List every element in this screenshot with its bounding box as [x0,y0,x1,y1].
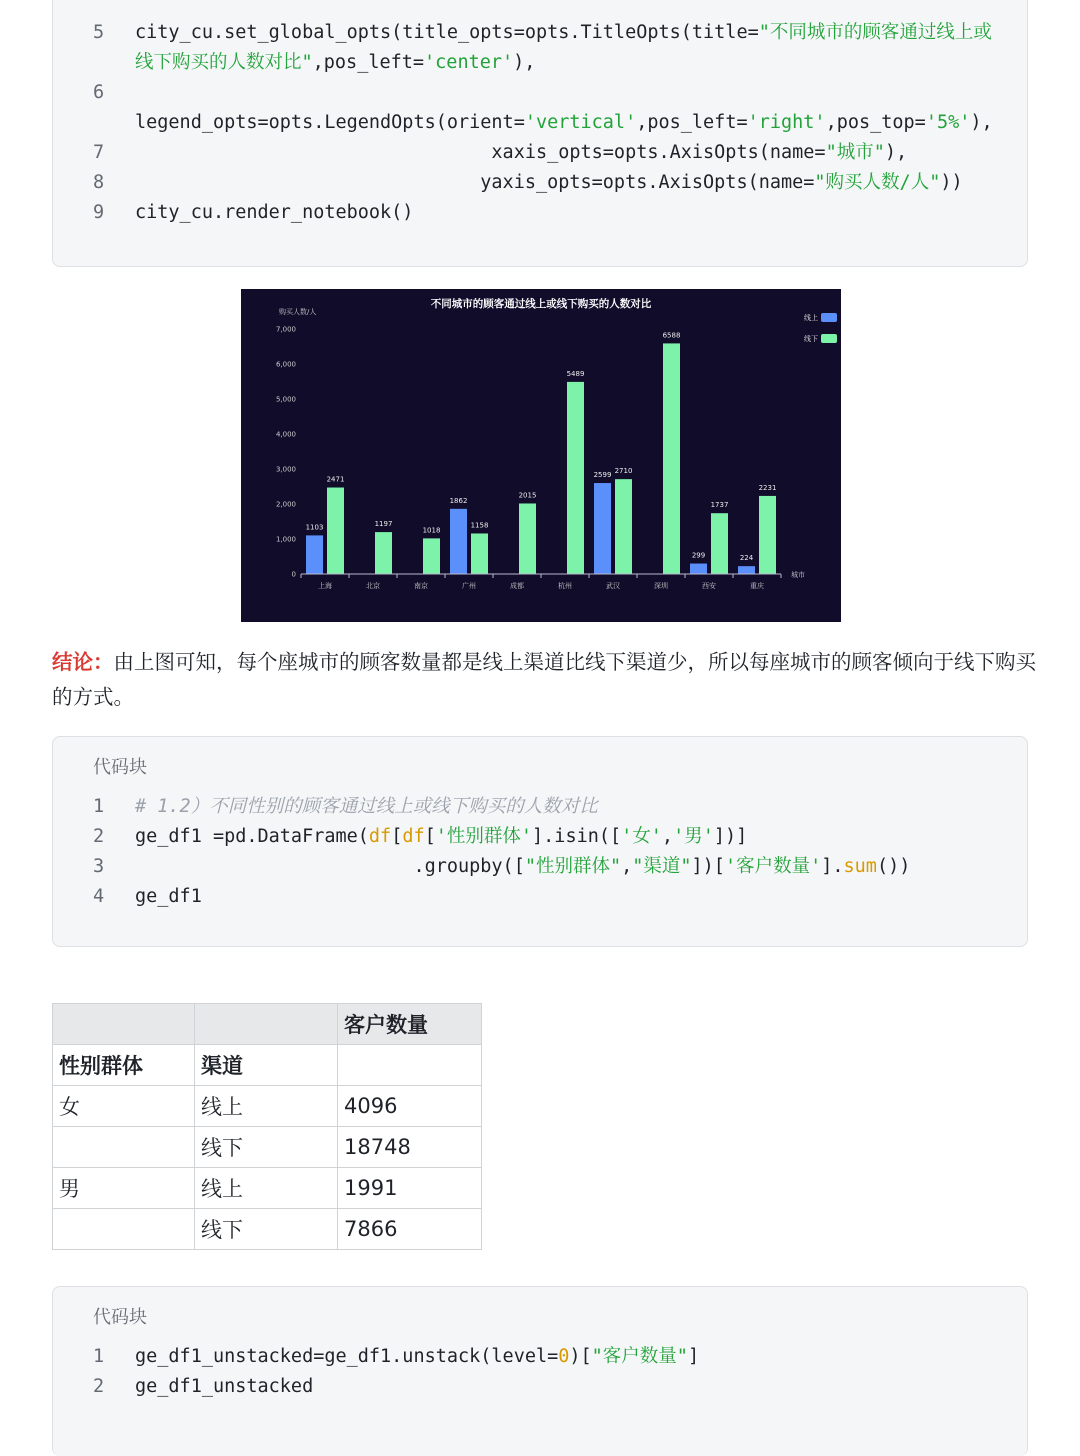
table-cell: 线下 [195,1127,338,1168]
bar-offline [471,533,488,574]
code-token: '女' [621,826,662,847]
code-line [53,198,1027,228]
code-token: 0 [558,1346,570,1367]
line-number: 6 [93,82,105,103]
bar-chart [241,289,841,622]
bar-offline [423,538,440,574]
x-axis-name: 城市 [791,571,805,579]
code-line [53,822,1027,852]
table-cell: 线下 [195,1209,338,1250]
code-token: ] [687,1346,700,1367]
table-header-cell [195,1004,338,1045]
bar-value-label: 1862 [449,496,468,505]
code-token: ), [513,52,536,73]
y-axis [276,326,296,579]
line-number: 5 [93,22,105,43]
table-header-row [53,1004,482,1045]
code-token: 'right' [747,112,826,133]
bar-value-label: 2599 [593,471,612,480]
chart-legend [804,313,837,343]
code-text [135,852,910,882]
table-header-cell [53,1004,195,1045]
code-token: sum [843,856,877,877]
code-line [53,882,1027,912]
code-line [53,1342,1027,1372]
code-block-3 [52,1286,1028,1456]
bar-online [690,564,707,574]
line-number: 4 [93,886,105,907]
table-cell [53,1209,195,1250]
code-line [53,18,1027,48]
conclusion-paragraph [52,645,1042,715]
code-text [135,882,202,912]
line-number: 8 [93,172,105,193]
line-number: 7 [93,142,105,163]
y-tick-label: 0 [291,570,296,579]
y-axis-name: 购买人数/人 [279,308,317,316]
code-token: , [661,826,674,847]
y-tick-label: 7,000 [275,325,296,334]
bar-online [450,509,467,574]
bar-value-label: 2231 [758,483,777,492]
code-token: df [402,826,425,847]
code-token: "购买人数/人" [814,172,941,193]
chart-title: 不同城市的顾客通过线上或线下购买的人数对比 [430,298,652,310]
code-token: "不同城市的顾客通过线上或 [758,22,992,43]
code-token: ,pos_left= [312,52,425,73]
code-text [135,792,598,822]
code-block-1 [52,0,1028,267]
bar-value-label: 299 [691,551,706,560]
code-token: '性别群体' [435,826,533,847]
code-token: .groupby([ [135,856,525,877]
code-token: ])] [713,826,748,847]
bar-offline [567,382,584,574]
code-line [53,852,1027,882]
bars [306,331,777,574]
bar-offline [711,513,728,574]
legend-label: 线下 [804,335,818,343]
x-tick-label: 成都 [510,582,524,590]
table-cell: 1991 [338,1168,482,1209]
table-cell: 女 [53,1086,195,1127]
line-number: 3 [93,856,105,877]
line-number: 9 [93,202,105,223]
index-header-cell [338,1045,482,1086]
code-token: '5%' [925,112,971,133]
y-tick-label: 4,000 [275,430,296,439]
x-tick-label: 南京 [414,582,428,590]
legend-swatch [821,313,837,322]
line-number: 2 [93,826,105,847]
code-token: 线下购买的人数对比" [135,52,313,73]
code-token: , [621,856,633,877]
bar-offline [663,343,680,574]
code-token: )) [940,172,963,193]
code-token: 'vertical' [524,112,637,133]
code-token: ()) [876,856,911,877]
code-token: '客户数量' [724,856,822,877]
code-block-title: 代码块 [93,757,147,778]
y-tick-label: 2,000 [275,500,296,509]
y-tick-label: 6,000 [275,360,296,369]
code-token: ].isin([ [532,826,622,847]
bar-offline [327,488,344,574]
bar-value-label: 6588 [662,331,681,340]
code-token: "性别群体" [524,856,622,877]
bar-chart-svg [241,289,841,622]
code-token: ,pos_left= [636,112,748,133]
conclusion-text: 由上图可知，每个座城市的顾客数量都是线上渠道比线下渠道少，所以每座城市的顾客倾向于线下购买的方式。 [52,650,1036,709]
code-token: ), [884,142,908,163]
code-token: ,pos_top= [825,112,926,133]
x-tick-label: 深圳 [654,582,668,590]
code-token: city_cu.set_global_opts(title_opts=opts.TitleOpts(title= [135,22,759,43]
table-index-header-row [53,1045,482,1086]
bar-offline [615,479,632,574]
table-cell [53,1127,195,1168]
code-line [53,138,1027,168]
code-text [135,168,963,198]
code-block-title: 代码块 [93,1307,147,1328]
bar-online [306,535,323,574]
index-header-cell: 渠道 [195,1045,338,1086]
x-tick-label: 上海 [318,582,332,590]
bar-value-label: 2471 [326,475,345,484]
table-cell: 线上 [195,1168,338,1209]
table-cell: 线上 [195,1086,338,1127]
x-tick-label: 北京 [366,582,380,590]
line-number: 2 [93,1376,105,1397]
y-tick-label: 1,000 [275,535,296,544]
code-token: df [368,826,392,847]
code-token: ), [970,112,993,133]
code-token: ge_df1 [135,886,202,907]
code-line [53,1372,1027,1402]
code-token: "渠道" [632,856,692,877]
code-token: xaxis_opts=opts.AxisOpts(name= [135,142,826,163]
bar-online [594,483,611,574]
bar-value-label: 2015 [518,491,537,500]
table-row [53,1086,482,1127]
code-token: ge_df1_unstacked=ge_df1.unstack(level= [135,1346,559,1367]
code-token: legend_opts=opts.LegendOpts(orient= [135,112,525,133]
dataframe-table [52,1003,482,1250]
y-tick-label: 5,000 [275,395,296,404]
table-row [53,1209,482,1250]
code-text [135,1342,699,1372]
code-token: ge_df1_unstacked [135,1376,314,1397]
code-text [135,138,907,168]
conclusion-label: 结论： [52,650,114,674]
code-token: "城市" [825,142,885,163]
bar-value-label: 1737 [710,501,729,510]
table-cell: 4096 [338,1086,482,1127]
bar-offline [519,503,536,574]
table-row [53,1168,482,1209]
code-token: ])[ [691,856,725,877]
y-tick-label: 3,000 [275,465,296,474]
index-header-cell: 性别群体 [53,1045,195,1086]
table-header-cell: 客户数量 [338,1004,482,1045]
bar-value-label: 1197 [374,520,393,529]
bar-value-label: 5489 [566,369,585,378]
code-token: # 1.2）不同性别的顾客通过线上或线下购买的人数对比 [135,796,598,817]
x-axis [301,574,781,590]
x-tick-label: 重庆 [750,582,764,590]
code-line [53,48,1027,78]
x-tick-label: 武汉 [606,582,620,590]
code-token: 'center' [424,52,514,73]
x-tick-label: 广州 [462,582,476,590]
code-line [53,108,1027,138]
code-token: [ [391,826,403,847]
legend-swatch [821,334,837,343]
legend-label: 线上 [804,314,818,322]
code-text [135,198,413,228]
code-token: ge_df1 =pd.DataFrame( [135,826,369,847]
code-token: yaxis_opts=opts.AxisOpts(name= [135,172,815,193]
code-text [135,48,535,78]
code-token: city_cu.render_notebook() [135,202,414,223]
table-cell: 18748 [338,1127,482,1168]
code-token: '男' [673,826,714,847]
code-text [135,18,992,48]
code-token: "客户数量" [591,1346,688,1367]
x-tick-label: 杭州 [558,582,572,590]
table-cell: 7866 [338,1209,482,1250]
code-text [135,1372,313,1402]
bar-value-label: 1018 [422,526,441,535]
code-line [53,78,1027,108]
code-text [135,822,747,852]
bar-offline [759,496,776,574]
table-row [53,1127,482,1168]
code-line [53,792,1027,822]
x-tick-label: 西安 [702,582,716,590]
code-block-2 [52,736,1028,947]
bar-online [738,566,755,574]
code-token: )[ [569,1346,592,1367]
bar-value-label: 1103 [305,523,324,532]
table-cell: 男 [53,1168,195,1209]
bar-value-label: 1158 [470,521,489,530]
code-token: [ [424,826,436,847]
code-line [53,168,1027,198]
bar-offline [375,532,392,574]
bar-value-label: 2710 [614,467,633,476]
code-text [135,108,993,138]
line-number: 1 [93,796,105,817]
bar-value-label: 224 [739,554,754,563]
line-number: 1 [93,1346,105,1367]
code-token: ]. [821,856,844,877]
